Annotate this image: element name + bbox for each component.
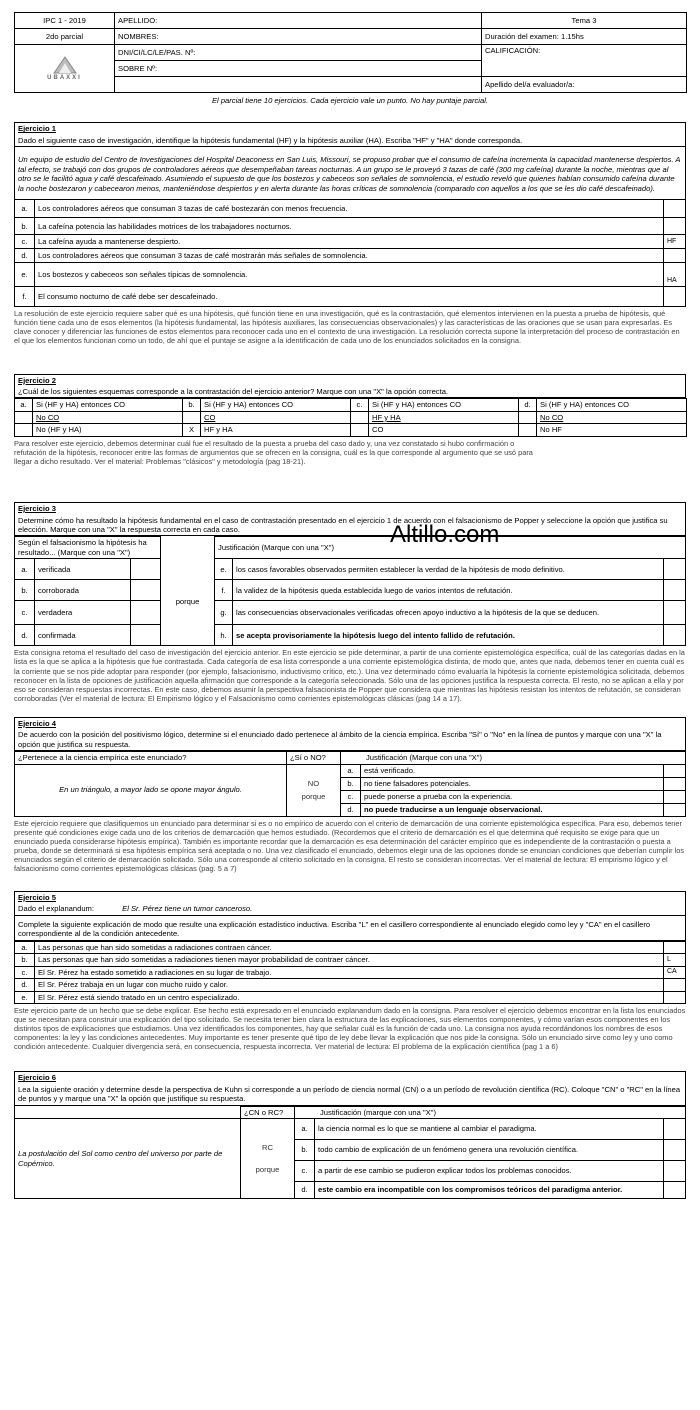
option-letter: c.	[15, 235, 35, 249]
duracion-label: Duración del examen: 1.15hs	[482, 29, 687, 45]
answer-box[interactable]: HF	[664, 235, 686, 249]
option-text: Los controladores aéreos que consuman 3 tazas de café mostrarán más señales de somnolencia.	[35, 249, 664, 263]
ex4-statement: En un triángulo, a mayor lado se opone mayor ángulo.	[15, 764, 287, 816]
option-text: verificada	[35, 559, 131, 580]
porque-label: porque	[161, 559, 215, 646]
ex1-hint: La resolución de este ejercicio requiere saber qué es una hipótesis, qué función tiene en una investigación, qué es la contrastación, qué elementos intervienen en la puesta a prueba de hipótesis, qué función tiene cada uno de esos elementos (la hipótesis fundamental, las hipótesis auxiliares, las consecuencias observacionales) y las características de las oraciones que se usan para expresarlas. Es clave conocer y diferenciar las funciones de estos elementos para reconocer cada uno en el contexto de una investigación. La resolución correcta supone la interpretación del proceso de contrastación en el que los elementos funcionan como un todo, de ahí que el puntaje se asigne a la identificación de cada uno de los enunciados solicitados en la consigna.	[14, 309, 680, 346]
mark-box[interactable]	[664, 1161, 686, 1182]
option-text: no tiene falsadores potenciales.	[361, 777, 664, 790]
option-text: este cambio era incompatible con los compromisos teóricos del paradigma anterior.	[315, 1182, 664, 1199]
option-letter: f.	[215, 580, 233, 601]
ex2-hint: Para resolver este ejercicio, debemos determinar cuál fue el resultado de la puesta a prueba del caso dado y, una vez constatado si hubo confirmación o refutación de la hipótesis, reconocer entre las formas de argumentos que se ofrecen en la consigna, cuál es la que corresponde al argumento que se usó para llegar a dicho resultado. Ver el material: Problemas "clásicos" y metodología (pag 18-21).	[14, 438, 533, 466]
option-letter: d.	[341, 803, 361, 816]
option-letter: d.	[15, 249, 35, 263]
ex3-table	[14, 536, 686, 646]
ex2-prompt: ¿Cuál de los siguientes esquemas corresponde a la contrastación del ejercicio anterior? Marque con una "X" la opción correcta.	[14, 386, 686, 398]
tema-label: Tema 3	[482, 13, 687, 29]
option-text: verdadera	[35, 601, 131, 625]
option-letter: e.	[215, 559, 233, 580]
mark-box[interactable]	[664, 1182, 686, 1199]
ejercicio-1	[14, 122, 686, 345]
option-letter: d.	[15, 625, 35, 646]
mark-box[interactable]	[663, 601, 685, 625]
mark-box[interactable]	[519, 424, 537, 436]
calificacion-field[interactable]: CALIFICACIÓN:	[482, 45, 687, 77]
option-text: puede ponerse a prueba con la experiencia.	[361, 790, 664, 803]
ex5-options	[14, 941, 686, 1004]
ejercicio-3	[14, 502, 686, 703]
option-text: La cafeína ayuda a mantenerse despierto.	[35, 235, 664, 249]
answer-box[interactable]	[664, 287, 686, 307]
logo-cell	[15, 45, 115, 93]
option-letter: c.	[295, 1161, 315, 1182]
ex2-options	[14, 398, 687, 436]
exam-intro: El parcial tiene 10 ejercicios. Cada ejercicio vale un punto. No hay puntaje parcial.	[211, 96, 489, 105]
ex1-options	[14, 199, 686, 307]
option-text: Los controladores aéreos que consuman 3 tazas de café bostezarán con menos frecuencia.	[35, 200, 664, 218]
option-letter: c.	[15, 601, 35, 625]
ex4-table	[14, 751, 686, 816]
mark-box[interactable]	[664, 764, 686, 777]
ex5-hint: Este ejercicio parte de un hecho que se debe explicar. Ese hecho está expresado en el enunciado explanandum dado en la consigna. Para resolver el ejercicio debemos encontrar en la lista los enunciados que se necesitan para construir una explicación del tipo solicitado. Se necesita tener bien clara la estructura de las explicaciones, sus elementos componentes, y cómo varían esos componentes en los distintos tipos de explicaciones que estudiamos. Una vez identificados los componentes, hay que señalar cuál es la función de cada uno. La consigna nos ayuda recordándonos los nombres de esos componentes: la ley y las condiciones antecedentes. Muy importante es tener presente qué tipo de ley debe llevar la explicación que nos pide la consigna. Sólo un enunciado sirve como ley y uno como condición antecedente. Cualquier divergencia será, en consecuencia, respuesta incorrecta. Ver material de lectura: El problema de la explicación científica (pag 1 a 6)	[14, 1006, 686, 1052]
premise-2: CO	[201, 411, 351, 423]
option-text: Las personas que han sido sometidas a radiaciones contraen cáncer.	[35, 941, 664, 953]
blank-field	[115, 77, 482, 93]
answer-box[interactable]	[664, 991, 686, 1003]
option-letter: a.	[15, 200, 35, 218]
mark-box[interactable]	[351, 424, 369, 436]
option-text: la validez de la hipótesis queda establecida luego de varios intentos de refutación.	[233, 580, 664, 601]
porque-label: porque	[255, 1164, 280, 1174]
ex6-blank-head	[15, 1106, 241, 1118]
option-letter: f.	[15, 287, 35, 307]
option-letter: a.	[15, 399, 33, 411]
answer-box[interactable]	[664, 218, 686, 235]
ex4-title: Ejercicio 4	[14, 718, 686, 729]
option-letter: e.	[15, 263, 35, 287]
answer-box[interactable]	[664, 979, 686, 991]
exam-label: 2do parcial	[15, 29, 115, 45]
spacer	[161, 537, 215, 559]
option-letter: e.	[15, 991, 35, 1003]
ex1-case: Un equipo de estudio del Centro de Investigaciones del Hospital Deaconess en San Luis, Missouri, se propuso probar que el consumo de cafeína incrementa la capacidad mantenerse despiertos. A tal efecto, se trabajó con dos grupos de controladores aéreos que desempeñaban tareas nocturnas. A un grupo se le proveyó 3 tazas de café (300 mg cafeína) durante la noche, mientras que al otro se le facilitó agua y café descafeinado. Asumiendo el supuesto de que los bostezos y cabeceos son señales de somnolencia, el estudio reveló que quienes habían consumido cafeína durante la noche bostezaron y cabecearon menos, manteniéndose despiertos y en alerta durante las horas críticas de somnolencia (comparado con aquellos a los que se les dio café descafeinado).	[14, 147, 686, 199]
option-letter: a.	[15, 559, 35, 580]
ex5-prompt: Complete la siguiente explicación de modo que resulte una explicación estadístico inductiva. Escriba "L" en el casillero correspondiente al enunciado elegido como ley y "CA" en el casillero correspondiente al de la condición antecedente.	[14, 916, 686, 941]
ex1-title: Ejercicio 1	[14, 123, 686, 134]
option-letter: a.	[295, 1119, 315, 1140]
option-letter: c.	[15, 966, 35, 978]
mark-box[interactable]	[131, 601, 161, 625]
ex3-title: Ejercicio 3	[14, 503, 686, 514]
answer-box[interactable]: CA	[664, 966, 686, 978]
ejercicio-4	[14, 717, 686, 873]
altillo-watermark: Altillo.com	[390, 521, 500, 548]
mark-box[interactable]	[15, 424, 33, 436]
mark-box[interactable]	[663, 625, 685, 646]
ex1-prompt: Dado el siguiente caso de investigación, identifique la hipótesis fundamental (HF) y la hipótesis auxiliar (HA). Escriba "HF" y "HA" donde corresponda.	[14, 135, 686, 147]
ex5-explanandum-line	[14, 903, 686, 915]
premise-2: HF y HA	[369, 411, 519, 423]
mark-box[interactable]	[351, 411, 369, 423]
option-letter: b.	[15, 580, 35, 601]
ex3-hint: Esta consigna retoma el resultado del caso de investigación del ejercicio anterior. En este ejercicio se pide determinar, a partir de una corriente epistemológica específica, cuál de las categorías dadas en la lista es la que se aplica a la hipótesis que fue contrastada. Cada categoría de esa lista corresponde a una corriente epistemológica distinta, de modo que, antes que nada, debemos tener en cuenta cuál es la corriente que se nos pide adoptar para responder (por ejemplo, falsacionismo, inductivismo crítico, etc.). Una vez determinado cómo evaluaría la hipótesis la corriente epistemológica solicitada, debemos reconocer en la lista de opciones de justificación aquella afirmación que corresponde a la categoría seleccionada. Sólo una de las opciones justifica la respuesta correcta. El resto, no se aplican a ella y por eso se consideran respuestas incorrectas. En este caso, debemos asumir la perspectiva falsacionista de Popper que considera que mientras las hipótesis resistan los intentos de refutación, se consideran corroboradas (Ver el material de lectura: El Empirismo lógico y el Falsacionismo como corrientes epistemológicas clásicas (pag 14 a 17).	[14, 648, 685, 703]
mark-box[interactable]	[663, 559, 685, 580]
ex2-title: Ejercicio 2	[14, 375, 686, 386]
mark-box[interactable]	[663, 580, 685, 601]
ex4-answer: NO	[307, 778, 320, 788]
answer-box[interactable]: HA	[664, 263, 686, 287]
option-letter: h.	[215, 625, 233, 646]
ejercicio-5	[14, 891, 686, 1052]
conclusion: No (HF y HA)	[33, 424, 183, 436]
ex4-col-question: ¿Pertenece a la ciencia empírica este enunciado?	[15, 752, 287, 764]
ejercicio-2	[14, 374, 686, 467]
sobre-field[interactable]: SOBRE Nº:	[115, 61, 482, 77]
option-text: corroborada	[35, 580, 131, 601]
ex6-answer-cell[interactable]	[241, 1119, 295, 1199]
conclusion: CO	[369, 424, 519, 436]
option-letter: c.	[341, 790, 361, 803]
ex4-prompt: De acuerdo con la posición del positivismo lógico, determine si el enunciado dado pertenece al ámbito de la ciencia empírica. Escriba "Sí" o "No" en la línea de puntos y marque con una "X" la opción que justifica su respuesta.	[14, 729, 686, 751]
ex6-title: Ejercicio 6	[14, 1072, 686, 1083]
ex6-table	[14, 1106, 686, 1199]
ex4-answer-cell[interactable]	[287, 764, 341, 816]
option-text: El Sr. Pérez está siendo tratado en un centro especializado.	[35, 991, 664, 1003]
option-text: la ciencia normal es lo que se mantiene al cambiar el paradigma.	[315, 1119, 664, 1140]
answer-box[interactable]	[664, 249, 686, 263]
ex6-statement: La postulación del Sol como centro del universo por parte de Copérnico.	[15, 1119, 241, 1199]
ejercicio-6	[14, 1071, 686, 1199]
premise-1: Si (HF y HA) entonces CO	[201, 399, 351, 411]
mark-box[interactable]: X	[183, 424, 201, 436]
option-text: El Sr. Pérez trabaja en un lugar con mucho ruido y calor.	[35, 979, 664, 991]
ex6-col-answer: ¿CN o RC?	[241, 1106, 295, 1118]
option-letter: d.	[15, 979, 35, 991]
conclusion: No HF	[537, 424, 687, 436]
evaluador-field[interactable]: Apellido del/a evaluador/a:	[482, 77, 687, 93]
premise-1: Si (HF y HA) entonces CO	[537, 399, 687, 411]
option-letter: b.	[183, 399, 201, 411]
mark-box[interactable]	[15, 411, 33, 423]
option-letter: b.	[341, 777, 361, 790]
ubaxxi-logo	[15, 45, 114, 92]
option-text: Los bostezos y cabeceos son señales típicas de somnolencia.	[35, 263, 664, 287]
dni-field[interactable]: DNI/CI/LC/LE/PAS. Nº:	[115, 45, 482, 61]
course-label: IPC 1 - 2019	[15, 13, 115, 29]
ex5-explanandum-label: Dado el explanandum:	[18, 904, 94, 914]
mark-box[interactable]	[664, 777, 686, 790]
option-text: todo cambio de explicación de un fenómeno genera una revolución científica.	[315, 1140, 664, 1161]
option-text: está verificado.	[361, 764, 664, 777]
ex6-answer: RC	[262, 1143, 273, 1153]
exam-header	[14, 12, 687, 93]
premise-2: No CO	[33, 411, 183, 423]
mark-box[interactable]	[183, 411, 201, 423]
mark-box[interactable]	[131, 580, 161, 601]
premise-1: Si (HF y HA) entonces CO	[33, 399, 183, 411]
option-text: Las personas que han sido sometidas a radiaciones tienen mayor probabilidad de contraer cáncer.	[35, 954, 664, 966]
option-text: los casos favorables observados permiten establecer la verdad de la hipótesis de modo definitivo.	[233, 559, 664, 580]
ex6-prompt: Lea la siguiente oración y determine desde la perspectiva de Kuhn si corresponde a un período de ciencia normal (CN) o a un período de revolución científica (RC). Coloque "CN" o "RC" en la línea de puntos y y marque una "X" la opción que justifique su respuesta.	[14, 1084, 686, 1106]
option-letter: c.	[351, 399, 369, 411]
option-text: no puede traducirse a un lenguaje observacional.	[361, 803, 664, 816]
apellido-field[interactable]: APELLIDO:	[115, 13, 482, 29]
option-text: a partir de ese cambio se pudieron explicar todos los problemas conocidos.	[315, 1161, 664, 1182]
premise-2: No CO	[537, 411, 687, 423]
mark-box[interactable]	[519, 411, 537, 423]
option-letter: g.	[215, 601, 233, 625]
mark-box[interactable]	[131, 559, 161, 580]
ex4-col-answer: ¿Sí o NO?	[287, 752, 341, 764]
option-letter: b.	[295, 1140, 315, 1161]
option-text: La cafeína potencia las habilidades motrices de los trabajadores nocturnos.	[35, 218, 664, 235]
option-letter: a.	[341, 764, 361, 777]
answer-box[interactable]	[664, 200, 686, 218]
option-text: las consecuencias observacionales verificadas ofrecen apoyo inductivo a la hipótesis de la que se deducen.	[233, 601, 664, 625]
porque-label: porque	[301, 792, 326, 802]
ex3-left-head: Según el falsacionismo la hipótesis ha resultado... (Marque con una "X")	[15, 537, 161, 559]
ex4-col-justification: Justificación (Marque con una "X")	[341, 752, 686, 764]
nombres-field[interactable]: NOMBRES:	[115, 29, 482, 45]
mark-box[interactable]	[664, 790, 686, 803]
ex6-col-justification: Justificación (marque con una "X")	[295, 1106, 686, 1118]
answer-box[interactable]: L	[664, 954, 686, 966]
mark-box[interactable]	[131, 625, 161, 646]
ex5-explanandum: El Sr. Pérez tiene un tumor canceroso.	[122, 904, 253, 914]
option-text: El Sr. Pérez ha estado sometido a radiaciones en su lugar de trabajo.	[35, 966, 664, 978]
ex3-prompt: Determine cómo ha resultado la hipótesis fundamental en el caso de contrastación presentado en el ejercicio 1 de acuerdo con el falsacionismo de Popper y seleccione la opción que justifica su elección. Marque con una "X" la respuesta correcta en cada caso.	[14, 515, 686, 537]
mark-box[interactable]	[664, 1140, 686, 1161]
ex5-title: Ejercicio 5	[14, 892, 686, 903]
mark-box[interactable]	[664, 803, 686, 816]
ex3-right-head: Justificación (Marque con una "X")	[215, 537, 686, 559]
conclusion: HF y HA	[201, 424, 351, 436]
option-letter: b.	[15, 954, 35, 966]
mark-box[interactable]	[664, 1119, 686, 1140]
exam-page	[14, 12, 686, 1199]
ex4-hint: Este ejercicio requiere que clasifiquemos un enunciado para determinar si es o no empírico de acuerdo con el criterio de demarcación de una corriente epistemológica específica. Para eso, debemos tener presente qué condiciones exige cada uno de los criterios de demarcación que hemos estudiado. (Recordemos que el criterio de demarcación es el que determina qué requisito se exige para que un enunciado pueda considerarse hipótesis empírica). También es importante recordar que la demarcación es esa determinación del carácter empírico que es independiente de la contrastación o puesta a prueba, donde se determinará si esa hipótesis empírica será aceptada o no. Una vez clasificado el enunciado, debemos elegir una de las opciones donde se enuncian condiciones que deberían cumplir los enunciados según el criterio de demarcación solicitado. Sólo una corresponde al criterio solicitado en la consigna. El resto se consideran incorrectas. Ver el material de lectura: El empirismo lógico y el falsacionismo como corrientes epistemológicas clásicas (pag. 5 a 7)	[14, 818, 685, 873]
option-letter: d.	[519, 399, 537, 411]
option-letter: a.	[15, 941, 35, 953]
option-text: El consumo nocturno de café debe ser descafeinado.	[35, 287, 664, 307]
answer-box[interactable]	[664, 941, 686, 953]
option-letter: d.	[295, 1182, 315, 1199]
option-letter: b.	[15, 218, 35, 235]
option-text: se acepta provisoriamente la hipótesis luego del intento fallido de refutación.	[233, 625, 664, 646]
ubaxxi-emblem-icon	[50, 55, 80, 75]
logo-text: UBAXXI	[47, 74, 82, 81]
premise-1: Si (HF y HA) entonces CO	[369, 399, 519, 411]
option-text: confirmada	[35, 625, 131, 646]
